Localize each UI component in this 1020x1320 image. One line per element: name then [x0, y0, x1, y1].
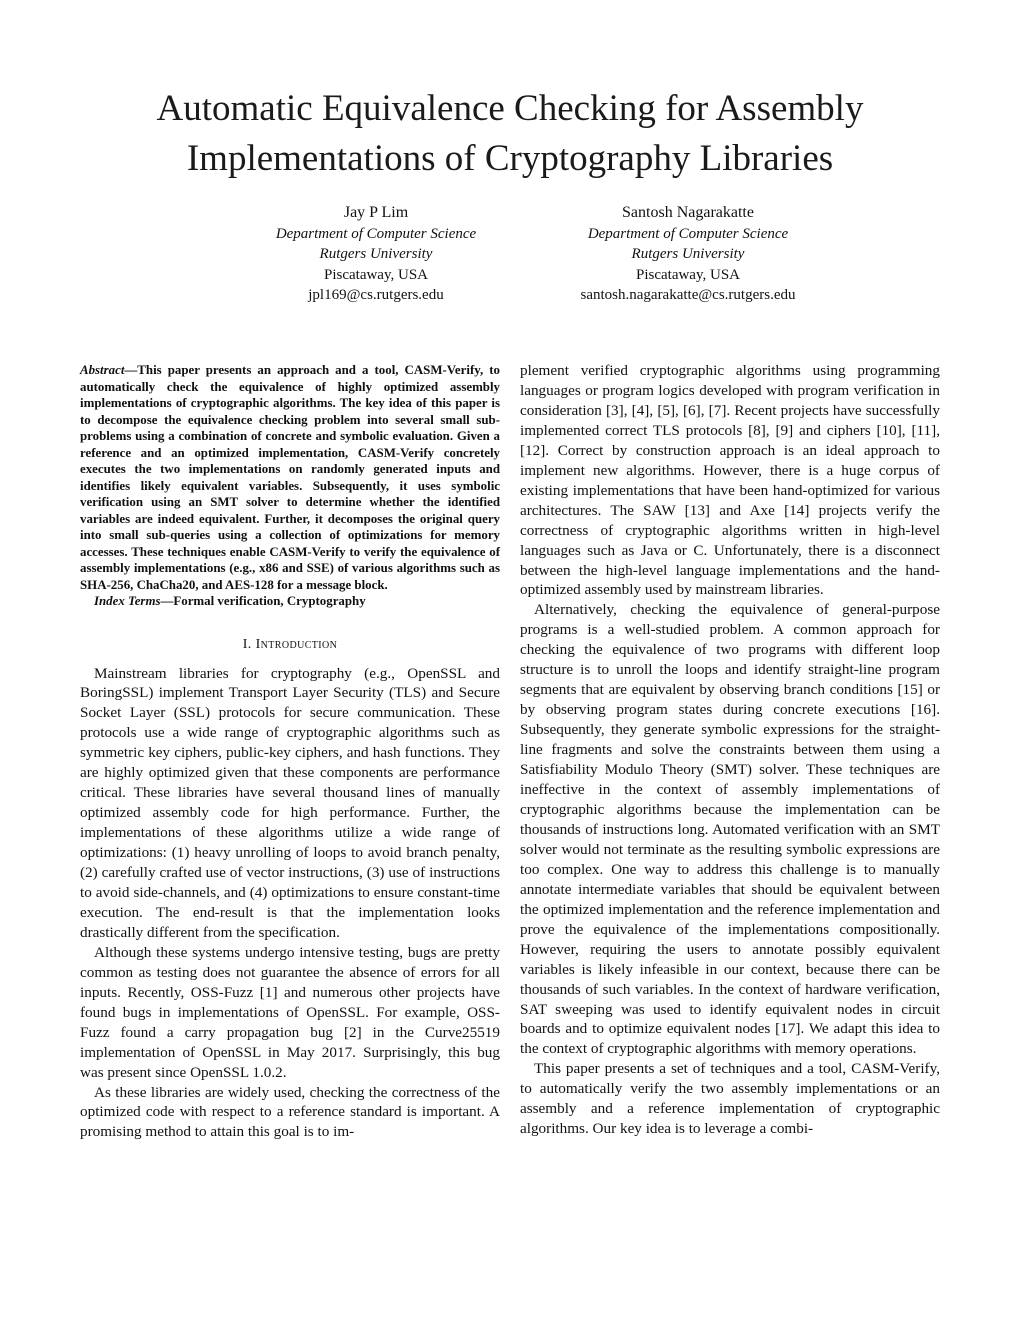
abstract-label: Abstract [80, 363, 125, 377]
author-name: Jay P Lim [343, 204, 409, 221]
section-number: I. [242, 636, 252, 652]
section-title: Introduction [255, 636, 338, 652]
paragraph: Mainstream libraries for cryptography (e.g., OpenSSL and BoringSSL) implement Transport Layer Security (TLS) and Secure Socket Layer (SSL) protocols for secure communication. These protocols use a wide range of cryptographic algorithms such as symmetric key ciphers, public-key ciphers, and hash functions. They are highly optimized given that these components are performance critical. These libraries have several thousand lines of manually optimized assembly code for high performance. Further, the implementations of these algorithms utilize a wide range of optimizations: (1) heavy unrolling of loops to avoid branch penalty, (2) carefully crafted use of vector instructions, (3) use of instructions to avoid side-channels, and (4) optimizations to ensure constant-time execution. The end-result is that the implementation looks drastically different from the specification. [80, 664, 500, 941]
abstract-text: —This paper presents an approach and a tool, CASM-Verify, to automatically check the equivalence of highly optimized assembly implementations of cryptographic algorithms. The key idea of this paper is to decompose the equivalence checking problem into several small sub-problems using a combination of concrete and symbolic evaluation. Given a reference and an optimized implementation, CASM-Verify concretely executes the two implementations on randomly generated inputs and identifies likely equivalent variables. Subsequently, it uses symbolic verification using an SMT solver to determine whether the identified variables are indeed equivalent. Further, it decomposes the original query into small sub-queries using a collection of optimizations for memory accesses. These techniques enable CASM-Verify to verify the equivalence of assembly implementations (e.g., x86 and SSE) of various algorithms such as SHA-256, ChaCha20, and AES-128 for a message block. [80, 363, 500, 592]
left-column [80, 362, 500, 1142]
author-department: Department of Computer Science [587, 225, 789, 242]
author-location: Piscataway, USA [323, 266, 428, 283]
author-location: Piscataway, USA [635, 266, 740, 283]
author-department: Department of Computer Science [275, 225, 477, 242]
author-university: Rutgers University [631, 246, 745, 262]
paragraph: Alternatively, checking the equivalence of general-purpose programs is a well-studied problem. A common approach for checking the equivalence of two programs with different loop structure is to unroll the loops and identify straight-line program segments that are equivalent by observing branch conditions [15] or by observing program states during concrete executions [16]. Subsequently, they generate symbolic expressions for the straight-line fragments and solve the constraints between them using a Satisfiability Modulo Theory (SMT) solver. These techniques are ineffective in the context of assembly implementations of cryptographic algorithms because the implementation can be thousands of instructions long. Automated verification with an SMT solver would not terminate as the resulting symbolic expressions are too complex. One way to address this challenge is to manually annotate intermediate variables that should be equivalent between the optimized implementation and the reference implementation and prove the equivalence of the implementations compositionally. However, requiring the users to annotate possibly equivalent variables is likely infeasible in our context, because there can be thousands of such variables. In the context of hardware verification, SAT sweeping was used to identify equivalent nodes in circuit boards and to optimize equivalent nodes [17]. We adapt this idea to the context of cryptographic algorithms with memory operations. [520, 601, 940, 1058]
paragraph: Although these systems undergo intensive testing, bugs are pretty common as testing does not guarantee the absence of errors for all inputs. Recently, OSS-Fuzz [1] and numerous other projects have found bugs in implementations of OpenSSL. For example, OSS-Fuzz found a carry propagation bug [2] in the Curve25519 implementation of OpenSSL in May 2017. Surprisingly, this bug was present since OpenSSL 1.0.2. [80, 943, 500, 1081]
paragraph: This paper presents a set of techniques and a tool, CASM-Verify, to automatically verify the two assembly implementations or an assembly and a reference implementation of cryptographic algorithms. Our key idea is to leverage a combi- [520, 1060, 940, 1138]
index-terms [80, 593, 500, 610]
index-terms-label: Index Terms [94, 594, 161, 608]
author-block-2 [523, 203, 853, 306]
author-name: Santosh Nagarakatte [622, 204, 754, 221]
paragraph: As these libraries are widely used, checking the correctness of the optimized code with respect to a reference standard is important. A promising method to attain this goal is to im- [80, 1083, 500, 1141]
right-column [520, 361, 940, 1139]
author-university: Rutgers University [319, 246, 433, 262]
author-email: santosh.nagarakatte@cs.rutgers.edu [580, 287, 796, 303]
section-heading [80, 637, 500, 653]
paper-title: Automatic Equivalence Checking for Assembly Implementations of Cryptography Libraries [156, 88, 864, 179]
abstract [80, 362, 500, 593]
index-terms-text: —Formal verification, Cryptography [160, 594, 366, 608]
author-email: jpl169@cs.rutgers.edu [308, 287, 444, 303]
paragraph: plement verified cryptographic algorithms using programming languages or program logics developed with program verification in consideration [3], [4], [5], [6], [7]. Recent projects have successfully implemented correct TLS protocols [8], [9] and ciphers [10], [11], [12]. Correct by construction approach is an ideal approach to implement new algorithms. However, there is a huge corpus of existing implementations that have been hand-optimized for various architectures. The SAW [13] and Axe [14] projects verify the correctness of cryptographic algorithms written in high-level languages such as Java or C. Unfortunately, there is a disconnect between the high-level language implementations and the hand-optimized assembly used by mainstream libraries. [520, 362, 940, 599]
author-block-1 [211, 203, 541, 306]
